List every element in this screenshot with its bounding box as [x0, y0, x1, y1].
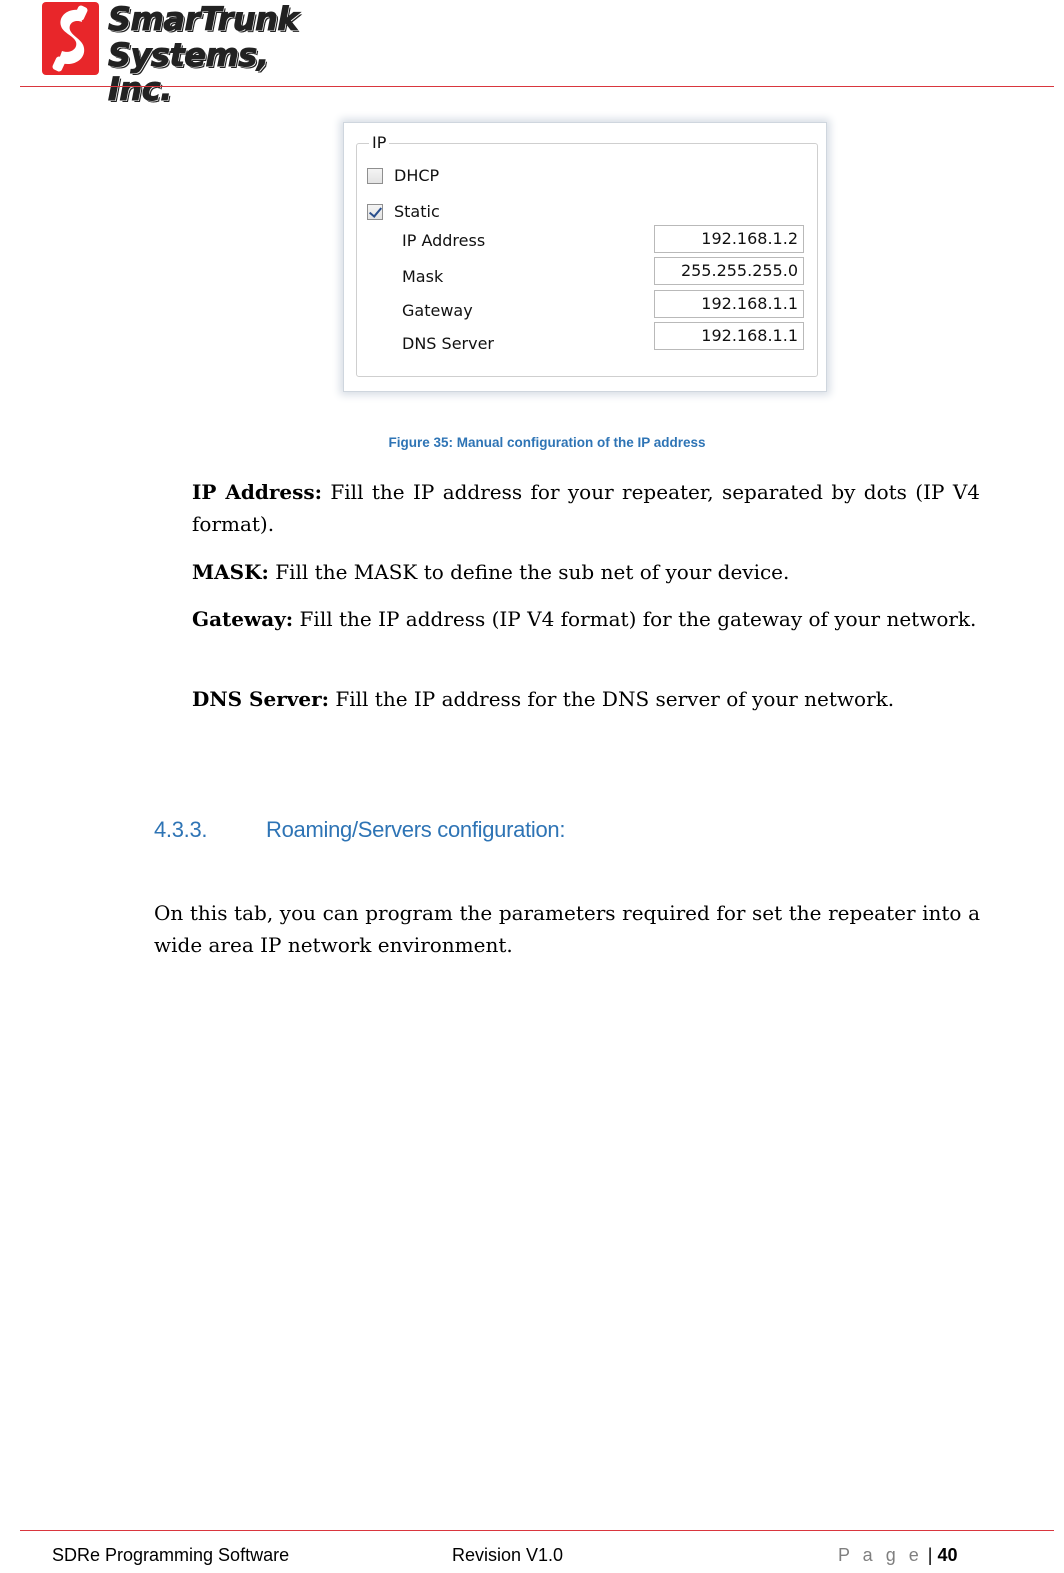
definition-text: Fill the IP address for your repeater, separated by dots (IP V4 format). [192, 480, 980, 536]
gateway-input[interactable]: 192.168.1.1 [654, 290, 804, 318]
section-heading [154, 817, 565, 843]
ip-address-label: IP Address [402, 231, 486, 250]
dns-server-label: DNS Server [402, 334, 494, 353]
phone-handset-icon [42, 2, 99, 75]
ip-config-screenshot [343, 122, 827, 392]
definition-text: Fill the MASK to define the sub net of your device. [275, 560, 790, 584]
definition-term: MASK: [192, 560, 269, 584]
footer-revision: Revision V1.0 [452, 1545, 564, 1565]
ip-group-title: IP [369, 133, 389, 152]
mask-input[interactable]: 255.255.255.0 [654, 257, 804, 285]
figure-caption: Figure 35: Manual configuration of the IP address [388, 435, 706, 450]
footer-doc-title: SDRe Programming Software [52, 1545, 290, 1565]
footer-divider [20, 1530, 1054, 1531]
dhcp-label: DHCP [394, 166, 440, 185]
logo-text-line2: Systems, Inc. [108, 36, 269, 108]
definition-text: Fill the IP address (IP V4 format) for the gateway of your network. [299, 607, 977, 631]
definition-gateway [192, 603, 980, 635]
page-separator: | [927, 1545, 933, 1565]
static-checkbox[interactable] [367, 204, 383, 220]
section-body: On this tab, you can program the parameters required for set the repeater into a wide area IP network environment. [154, 901, 980, 957]
definition-term: IP Address: [192, 480, 323, 504]
static-option[interactable] [367, 202, 440, 221]
mask-label: Mask [402, 267, 444, 286]
logo-text-line1: SmarTrunk [108, 0, 299, 38]
section-number: 4.3.3. [154, 817, 208, 842]
definition-term: Gateway: [192, 607, 294, 631]
definition-dns-server [192, 683, 980, 715]
ip-groupbox [356, 133, 818, 377]
definition-term: DNS Server: [192, 687, 330, 711]
dhcp-checkbox[interactable] [367, 168, 383, 184]
definition-mask [192, 556, 980, 588]
section-title: Roaming/Servers configuration: [266, 817, 566, 842]
ip-address-input[interactable]: 192.168.1.2 [654, 225, 804, 253]
header-divider [20, 86, 1054, 87]
static-label: Static [394, 202, 440, 221]
page-number: 40 [937, 1545, 958, 1565]
dns-server-input[interactable]: 192.168.1.1 [654, 322, 804, 350]
footer-page [838, 1545, 957, 1566]
gateway-label: Gateway [402, 301, 473, 320]
company-logo [42, 0, 342, 108]
definition-text: Fill the IP address for the DNS server of your network. [335, 687, 895, 711]
definition-ip-address [192, 476, 980, 540]
dhcp-option[interactable] [367, 166, 439, 185]
page-label: P a g e [838, 1545, 923, 1565]
